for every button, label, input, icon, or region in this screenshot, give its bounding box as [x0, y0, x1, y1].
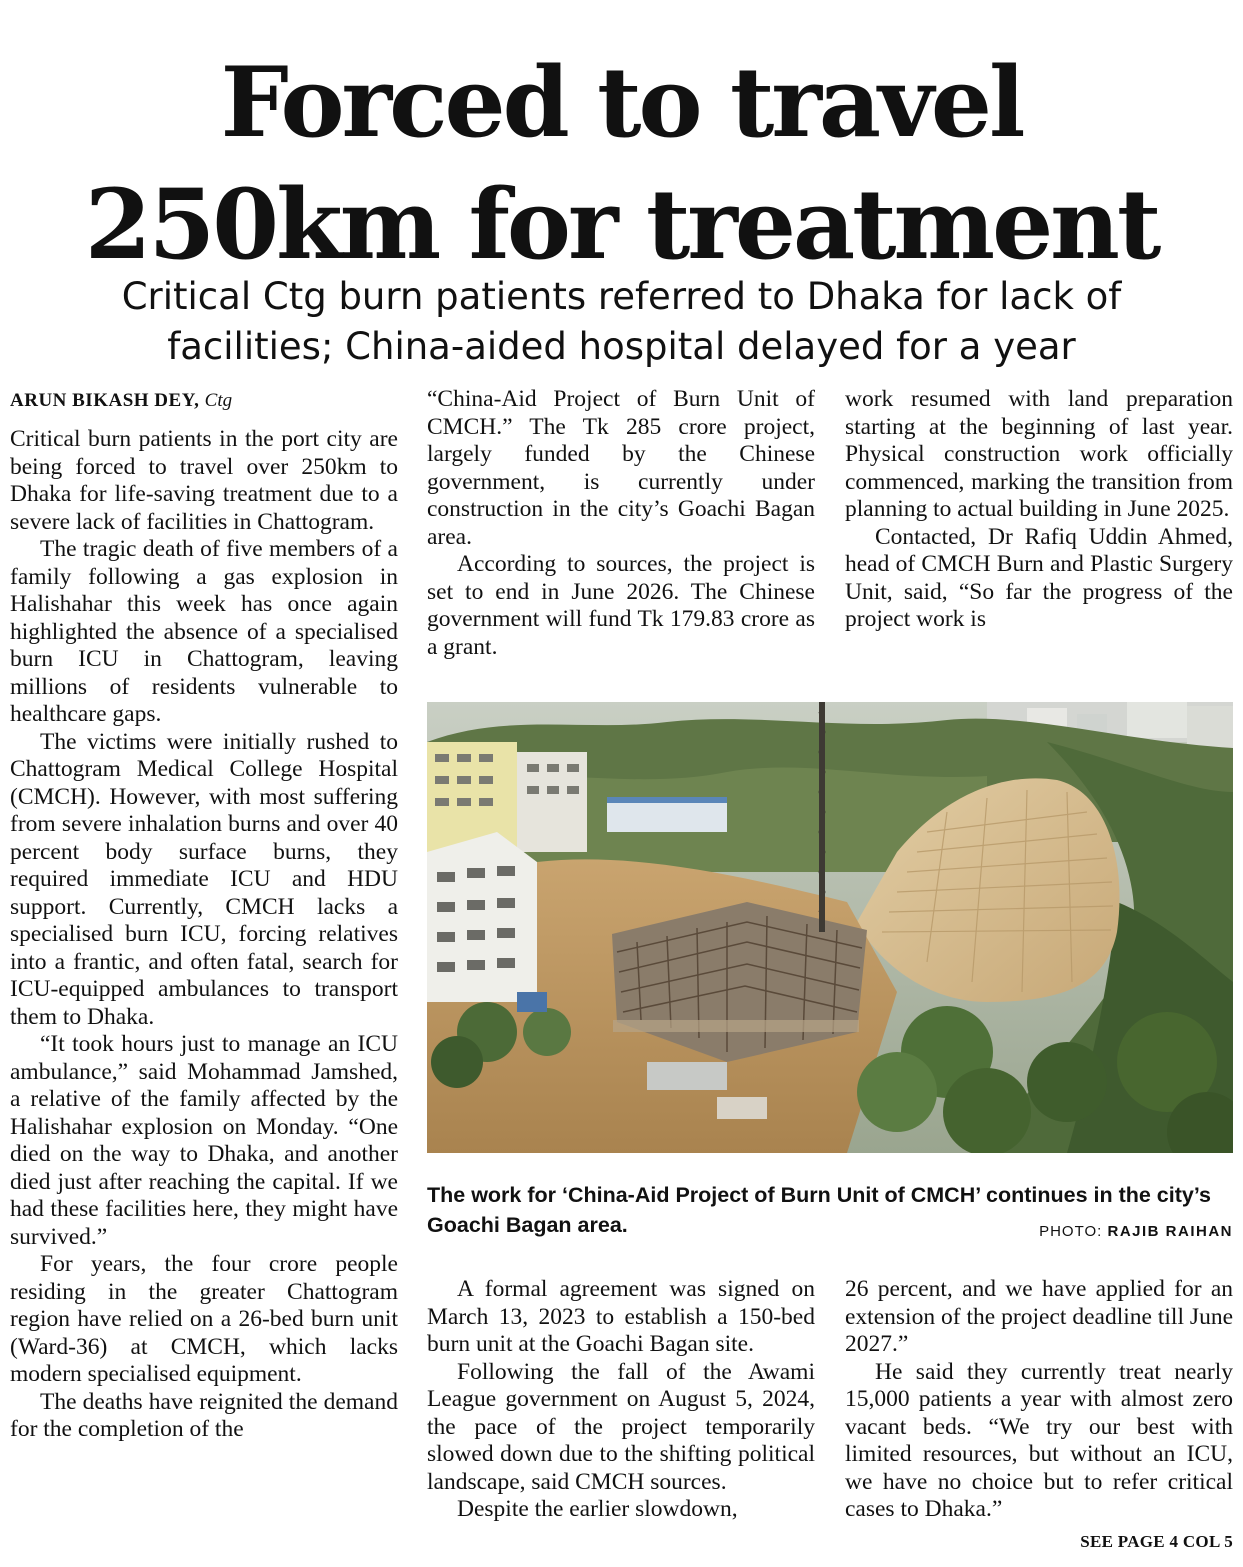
photo-credit-label: PHOTO:	[1039, 1223, 1103, 1240]
paragraph: The tragic death of five members of a family following a gas explosion in Halishahar this week has once again highlighted the absence of a specialised burn ICU in Chattogram, leaving millions of residents vulnerable to healthcare gaps.	[10, 536, 398, 727]
paragraph: “It took hours just to manage an ICU ambulance,” said Mohammad Jamshed, a relative of the family affected by the Halishahar explosion on Monday. “One died on the way to Dhaka, and another died just after reaching the capital. If we had these facilities here, they might have survived.”	[10, 1031, 398, 1250]
paragraph: Despite the earlier slowdown,	[457, 1496, 738, 1522]
headline-line-2: 250km for treatment	[84, 168, 1159, 281]
paragraph: Critical burn patients in the port city are being forced to travel over 250km to Dhaka for life-saving treatment due to a severe lack of facilities in Chattogram.	[10, 426, 398, 535]
subheadline-line-1: Critical Ctg burn patients referred to Dhaka for lack of	[121, 275, 1122, 318]
paragraph: A formal agreement was signed on March 13, 2023 to establish a 150-bed burn unit at the Goachi Bagan site.	[427, 1276, 815, 1357]
paragraph: For years, the four crore people residing in the greater Chattogram region have relied on a 26-bed burn unit (Ward-36) at CMCH, which lacks modern specialised equipment.	[10, 1251, 398, 1387]
paragraph: Contacted, Dr Rafiq Uddin Ahmed, head of CMCH Burn and Plastic Surgery Unit, said, “So far the progress of the project work is	[845, 523, 1233, 632]
paragraph: Following the fall of the Awami League government on August 5, 2024, the pace of the project temporarily slowed down due to the shifting political landscape, said CMCH sources.	[427, 1358, 815, 1495]
article-column-3-top	[845, 386, 1233, 634]
photo-credit	[1039, 1223, 1233, 1240]
article-column-3-bottom	[845, 1276, 1233, 1524]
construction-site-image	[427, 702, 1233, 1153]
headline-line-1: Forced to travel	[220, 46, 1023, 159]
paragraph: The deaths have reignited the demand for the completion of the	[10, 1388, 398, 1442]
continuation-jump[interactable]: SEE PAGE 4 COL 5	[1080, 1532, 1233, 1551]
article-column-2-bottom	[427, 1276, 815, 1524]
paragraph: “China-Aid Project of Burn Unit of CMCH.” The Tk 285 crore project, largely funded by the Chinese government, is currently under construction in the city’s Goachi Bagan area.	[427, 386, 815, 550]
article-column-1	[10, 390, 398, 1444]
article-column-2-top	[427, 386, 815, 661]
paragraph: According to sources, the project is set to end in June 2026. The Chinese government will fund Tk 179.83 crore as a grant.	[427, 551, 815, 660]
construction-site-photo	[427, 702, 1233, 1153]
paragraph: 26 percent, and we have applied for an extension of the project deadline till June 2027.”	[845, 1276, 1233, 1357]
byline	[10, 390, 398, 412]
photo-credit-name: RAJIB RAIHAN	[1107, 1223, 1233, 1240]
byline-author: ARUN BIKASH DEY,	[10, 390, 200, 411]
paragraph: work resumed with land preparation starting at the beginning of last year. Physical construction work officially commenced, marking the transition from planning to actual building in June 2025.	[845, 386, 1233, 522]
paragraph: He said they currently treat nearly 15,000 patients a year with almost zero vacant beds. “We try our best with limited resources, but without an ICU, we have no choice but to refer critical cases to Dhaka.”	[845, 1358, 1233, 1522]
headline	[0, 42, 1243, 286]
paragraph: The victims were initially rushed to Chattogram Medical College Hospital (CMCH). However, with most suffering from severe inhalation burns and over 40 percent body surface burns, they required immediate ICU and HDU support. Currently, CMCH lacks a specialised burn ICU, forcing relatives into a frantic, and often fatal, search for ICU-equipped ambulances to transport them to Dhaka.	[10, 728, 398, 1030]
subheadline	[0, 272, 1243, 372]
photo-caption: The work for ‘China-Aid Project of Burn Unit of CMCH’ continues in the city’s Goachi Bagan area.	[427, 1183, 1211, 1237]
subheadline-line-2: facilities; China-aided hospital delayed for a year	[167, 325, 1076, 368]
byline-place: Ctg	[204, 390, 233, 411]
